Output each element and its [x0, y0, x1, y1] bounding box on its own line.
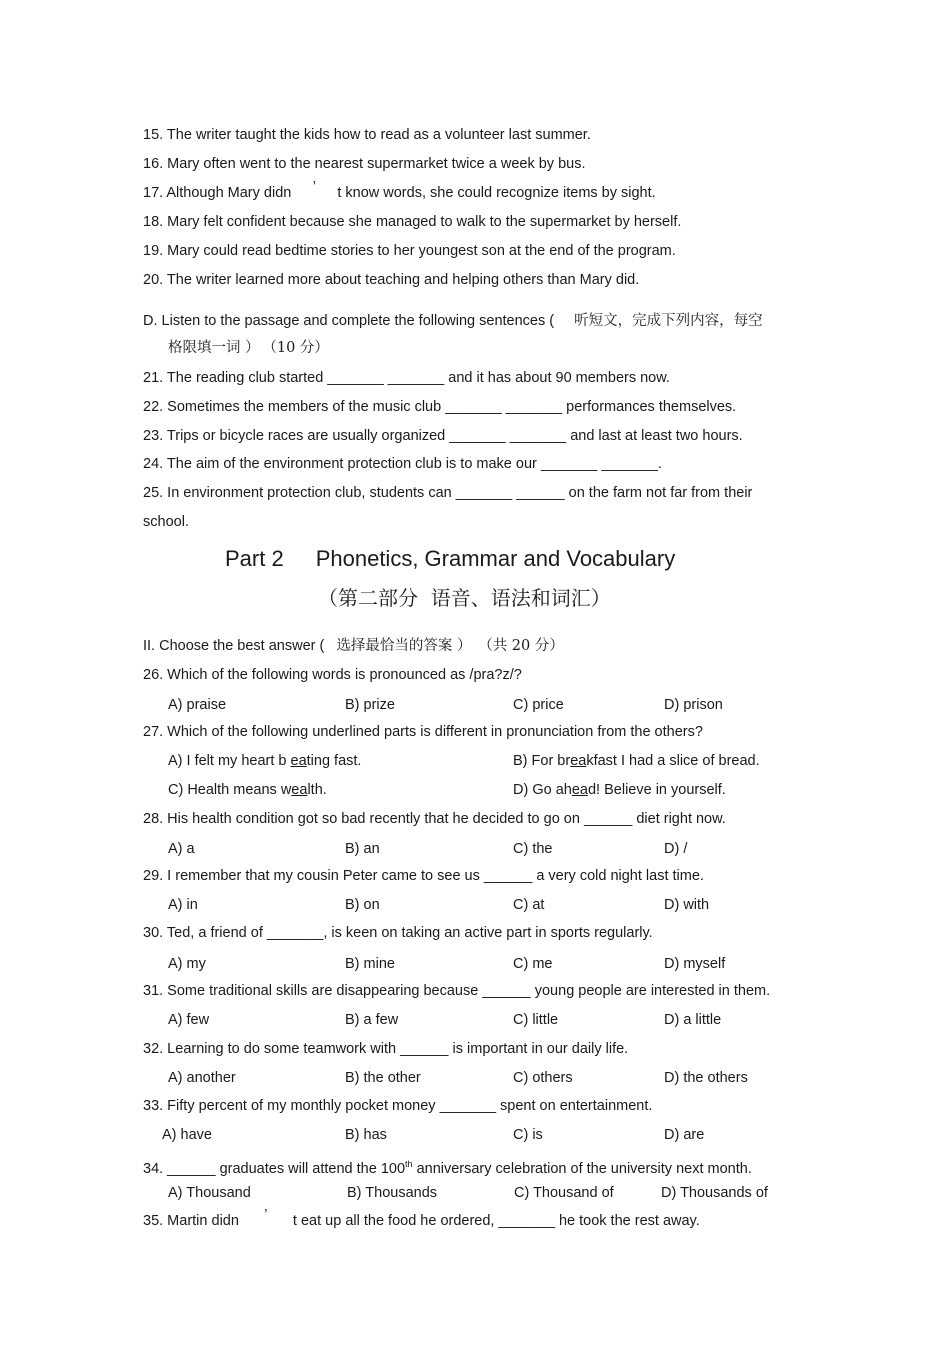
- section-d-heading-cont: 格限填一词 ） （10 分）: [168, 340, 329, 356]
- option-30a: A) my: [168, 956, 206, 972]
- option-28a: A) a: [168, 841, 195, 857]
- option-28d: D) /: [664, 841, 688, 857]
- question-27: 27. Which of the following underlined parts is different in pronunciation from the others?: [143, 724, 703, 740]
- option-31d: D) a little: [664, 1012, 722, 1028]
- question-28: 28. His health condition got so bad recently that he decided to go on ______ diet right now.: [143, 811, 726, 827]
- option-33a: A) have: [162, 1127, 212, 1143]
- statement-15: 15. The writer taught the kids how to read as a volunteer last summer.: [143, 127, 591, 143]
- option-27c: C) Health means wealth.: [168, 782, 327, 798]
- question-31: 31. Some traditional skills are disappearing because ______ young people are interested in them.: [143, 983, 771, 999]
- section-ii-heading: II. Choose the best answer ( 选择最恰当的答案 ） （共 20 分）: [143, 638, 564, 654]
- option-30b: B) mine: [345, 956, 395, 972]
- question-26: 26. Which of the following words is pronounced as /pra?z/?: [143, 667, 522, 683]
- statement-20: 20. The writer learned more about teaching and helping others than Mary did.: [143, 272, 640, 288]
- blank-24: 24. The aim of the environment protection club is to make our _______ _______.: [143, 456, 662, 472]
- option-26c: C) price: [513, 697, 564, 713]
- option-26a: A) praise: [168, 697, 227, 713]
- option-29c: C) at: [513, 897, 545, 913]
- question-32: 32. Learning to do some teamwork with ______ is important in our daily life.: [143, 1041, 629, 1057]
- question-35: 35. Martin didn ’ t eat up all the food he ordered, _______ he took the rest away.: [143, 1207, 700, 1229]
- statement-18: 18. Mary felt confident because she managed to walk to the supermarket by herself.: [143, 214, 682, 230]
- part2-title: Part 2 Phonetics, Grammar and Vocabulary: [225, 546, 676, 571]
- option-30d: D) myself: [664, 956, 726, 972]
- option-34c: C) Thousand of: [514, 1185, 614, 1201]
- option-33b: B) has: [345, 1127, 387, 1143]
- part2-subtitle: （第二部分 语音、语法和词汇）: [318, 586, 611, 610]
- option-33c: C) is: [513, 1127, 543, 1143]
- option-33d: D) are: [664, 1127, 705, 1143]
- option-28b: B) an: [345, 841, 380, 857]
- question-29: 29. I remember that my cousin Peter came to see us ______ a very cold night last time.: [143, 868, 704, 884]
- option-28c: C) the: [513, 841, 553, 857]
- option-32c: C) others: [513, 1070, 573, 1086]
- statement-19: 19. Mary could read bedtime stories to her youngest son at the end of the program.: [143, 243, 676, 259]
- option-34d: D) Thousands of: [661, 1185, 768, 1201]
- section-d-heading: D. Listen to the passage and complete the following sentences ( 听短文，完成下列内容，每空: [143, 313, 763, 329]
- option-29a: A) in: [168, 897, 198, 913]
- option-31b: B) a few: [345, 1012, 399, 1028]
- statement-17: 17. Although Mary didn ’ t know words, she could recognize items by sight.: [143, 179, 656, 201]
- blank-25: 25. In environment protection club, students can _______ ______ on the farm not far from their: [143, 485, 753, 501]
- question-30: 30. Ted, a friend of _______, is keen on taking an active part in sports regularly.: [143, 925, 653, 941]
- option-32b: B) the other: [345, 1070, 421, 1086]
- option-34b: B) Thousands: [347, 1185, 438, 1201]
- statement-16: 16. Mary often went to the nearest supermarket twice a week by bus.: [143, 156, 586, 172]
- option-29d: D) with: [664, 897, 710, 913]
- option-27d: D) Go ahead! Believe in yourself.: [513, 782, 726, 798]
- option-26b: B) prize: [345, 697, 395, 713]
- blank-22: 22. Sometimes the members of the music club _______ _______ performances themselves.: [143, 399, 737, 415]
- question-33: 33. Fifty percent of my monthly pocket money _______ spent on entertainment.: [143, 1098, 653, 1114]
- option-27a: A) I felt my heart b eating fast.: [168, 753, 362, 769]
- option-29b: B) on: [345, 897, 380, 913]
- option-32d: D) the others: [664, 1070, 748, 1086]
- blank-21: 21. The reading club started _______ _______ and it has about 90 members now.: [143, 370, 670, 386]
- question-34: 34. ______ graduates will attend the 100th anniversary celebration of the university next month.: [143, 1159, 752, 1177]
- blank-23: 23. Trips or bicycle races are usually organized _______ _______ and last at least two hours.: [143, 428, 743, 444]
- blank-25-cont: school.: [143, 514, 189, 530]
- option-26d: D) prison: [664, 697, 723, 713]
- option-27b: B) For breakfast I had a slice of bread.: [513, 753, 760, 769]
- option-34a: A) Thousand: [168, 1185, 251, 1201]
- option-31a: A) few: [168, 1012, 210, 1028]
- option-32a: A) another: [168, 1070, 236, 1086]
- option-31c: C) little: [513, 1012, 559, 1028]
- option-30c: C) me: [513, 956, 553, 972]
